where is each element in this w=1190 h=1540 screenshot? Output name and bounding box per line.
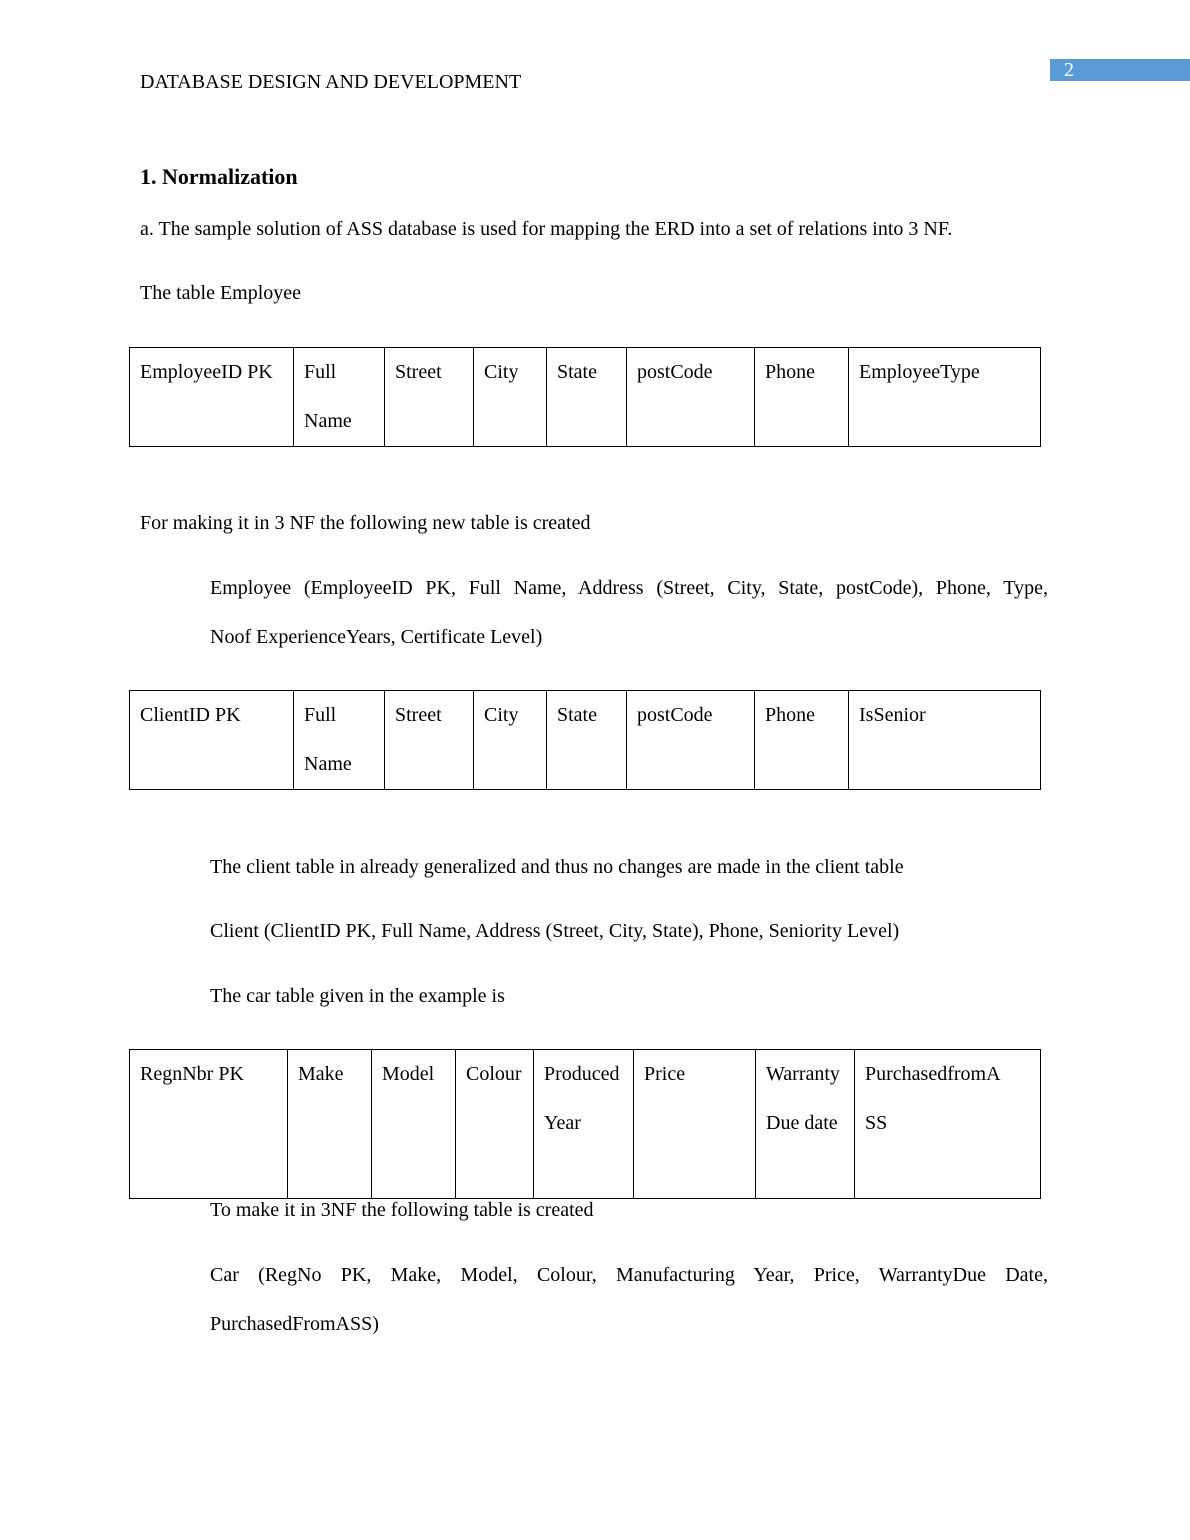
table-cell: Warranty Due date: [756, 1050, 855, 1199]
table-cell: State: [547, 348, 627, 447]
table-cell: IsSenior: [849, 691, 1041, 790]
client-table: [129, 690, 1041, 790]
table-cell: Produced Year: [534, 1050, 634, 1199]
employee-table-caption: The table Employee: [140, 282, 302, 304]
table-cell: ClientID PK: [130, 691, 294, 790]
employee-3nf-intro: For making it in 3 NF the following new table is created: [140, 512, 591, 534]
car-table-caption: The car table given in the example is: [210, 985, 505, 1007]
running-header: DATABASE DESIGN AND DEVELOPMENT: [140, 71, 522, 93]
client-relation: Client (ClientID PK, Full Name, Address (Street, City, State), Phone, Seniority Level): [210, 920, 900, 942]
table-cell: Phone: [755, 348, 849, 447]
table-cell: Full Name: [294, 691, 385, 790]
table-cell: State: [547, 691, 627, 790]
table-cell: postCode: [627, 691, 755, 790]
client-note: The client table in already generalized and thus no changes are made in the client table: [210, 856, 904, 878]
table-cell: EmployeeID PK: [130, 348, 294, 447]
car-3nf-intro: To make it in 3NF the following table is created: [210, 1199, 594, 1221]
table-cell: Phone: [755, 691, 849, 790]
table-cell: postCode: [627, 348, 755, 447]
table-cell: Make: [288, 1050, 372, 1199]
table-cell: EmployeeType: [849, 348, 1041, 447]
car-relation-line-2: PurchasedFromASS): [210, 1313, 379, 1335]
car-table: [129, 1049, 1041, 1199]
table-cell: Street: [385, 691, 474, 790]
table-cell: PurchasedfromASS: [855, 1050, 1041, 1199]
employee-relation-line-1: Employee (EmployeeID PK, Full Name, Address (Street, City, State, postCode), Phone, Type,: [210, 577, 1048, 599]
table-cell: Model: [372, 1050, 456, 1199]
table-cell: Street: [385, 348, 474, 447]
table-cell: RegnNbr PK: [130, 1050, 288, 1199]
table-cell: City: [474, 691, 547, 790]
intro-paragraph: a. The sample solution of ASS database is used for mapping the ERD into a set of relations into 3 NF.: [140, 218, 953, 240]
car-relation-line-1: Car (RegNo PK, Make, Model, Colour, Manufacturing Year, Price, WarrantyDue Date,: [210, 1264, 1048, 1286]
section-heading: 1. Normalization: [140, 164, 298, 189]
employee-table: [129, 347, 1041, 447]
page-number: 2: [1050, 59, 1190, 81]
table-cell: City: [474, 348, 547, 447]
table-cell: Colour: [456, 1050, 534, 1199]
table-cell: Price: [634, 1050, 756, 1199]
employee-relation-line-2: Noof ExperienceYears, Certificate Level): [210, 626, 543, 648]
table-cell: Full Name: [294, 348, 385, 447]
